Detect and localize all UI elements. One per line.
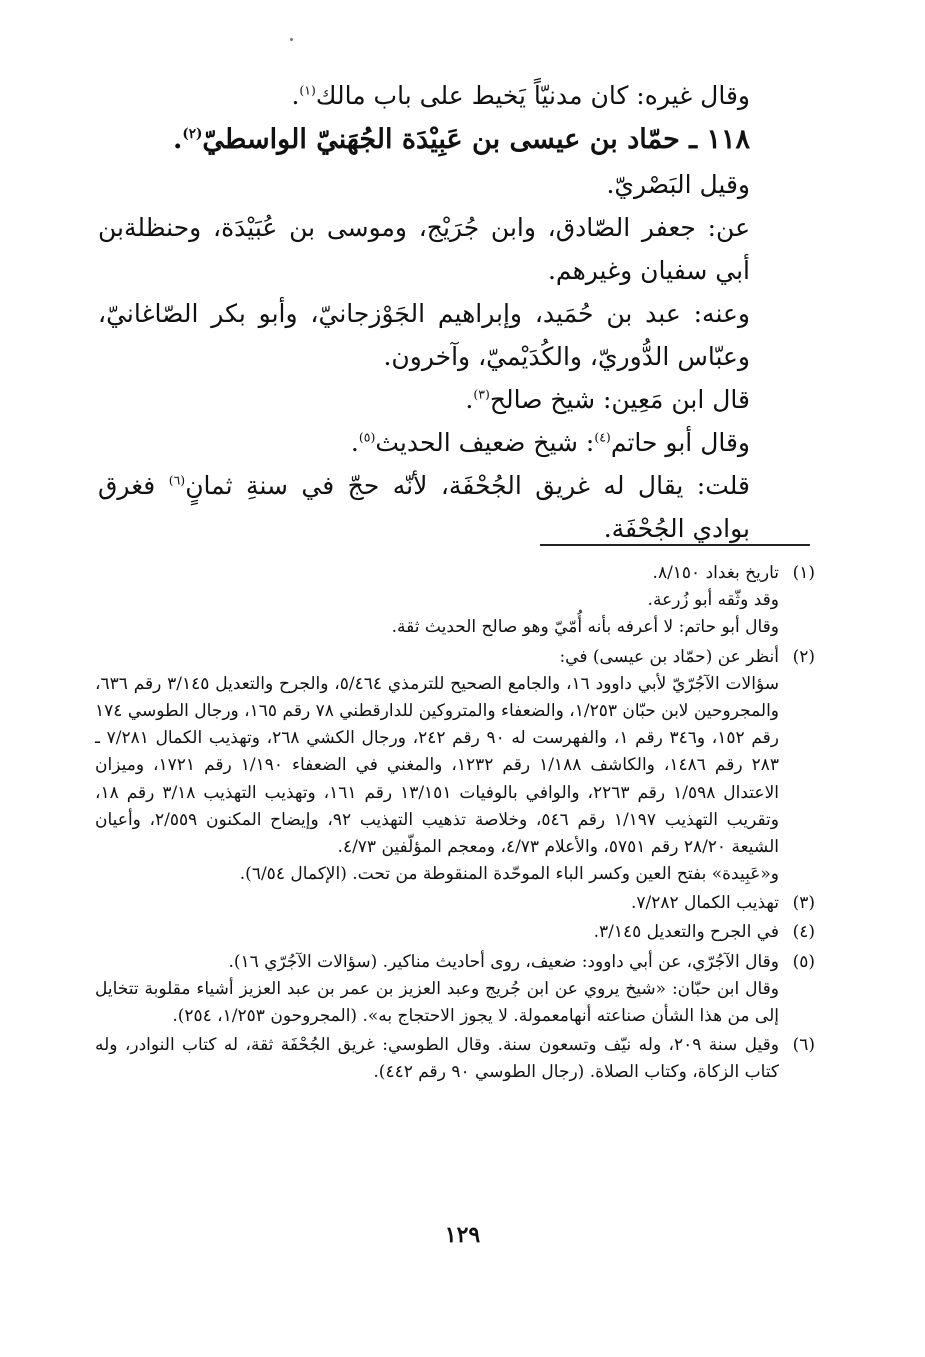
main-line: وقيل البَصْريّ. bbox=[606, 170, 750, 200]
footnote-ref[interactable]: (٦) bbox=[168, 473, 186, 489]
footnote-line: وقيل سنة ٢٠٩، وله نيّف وتسعون سنة. وقال الطوسي: غريق الجُحْفَة ثقة، له كتاب النوادر، وله كتاب الزكاة، وكتاب الصلاة. (رجال الطوسي ٩٠ رقم ٤٤٢). bbox=[95, 1035, 779, 1083]
main-text bbox=[98, 74, 808, 550]
footnote-4 bbox=[95, 919, 815, 946]
footnote-ref[interactable]: (٤) bbox=[594, 430, 611, 446]
footnote-ref[interactable]: (٥) bbox=[358, 430, 376, 446]
footnote-ref[interactable]: (١) bbox=[299, 82, 316, 98]
footnote-body bbox=[95, 890, 779, 917]
scan-speck bbox=[290, 38, 293, 41]
footnote-5 bbox=[95, 949, 815, 1031]
main-line: وقال أبو حاتم$^{(٤)}$: شيخ ضعيف الحديث$^{(٥)}$. bbox=[350, 428, 750, 458]
footnotes bbox=[95, 560, 815, 1089]
footnote-number: (٤) bbox=[792, 922, 815, 943]
entry-title: ١١٨ ـ حمّاد بن عيسى بن عَبِيْدَة الجُهَنيّ الواسطيّ$^{(٢)}$. bbox=[172, 124, 750, 155]
footnote-3 bbox=[95, 890, 815, 917]
main-line: قال ابن مَعِين: شيخ صالح$^{(٣)}$. bbox=[465, 385, 750, 415]
footnote-line: وقال الآجُرّي، عن أبي داوود: ضعيف، روى أحاديث مناكير. (سؤالات الآجُرّي ١٦). bbox=[228, 951, 779, 972]
main-line-text: : شيخ ضعيف الحديث bbox=[375, 428, 595, 458]
footnote-body bbox=[95, 919, 779, 946]
main-line-text: قلت: يقال له غريق الجُحْفَة، لأنّه حجّ في سنةِ ثمانٍ bbox=[185, 471, 750, 501]
footnote-body bbox=[95, 560, 779, 642]
footnote-line: وقد وثّقه أبو زُرعة. bbox=[647, 590, 779, 611]
footnote-body bbox=[95, 1032, 779, 1086]
footnote-2 bbox=[95, 644, 815, 889]
footnote-number: (٣) bbox=[792, 893, 815, 914]
footnote-line: وقال ابن حبّان: «شيخ يروي عن ابن جُريج وعبد العزيز بن عمر بن عبد العزيز أشياء مقلوبة تتخايل إلى من هذا الشأن صناعته أنهامعمولة. لا يجوز الاحتجاج به». (المجروحون ١/٢٥٣، ٢٥٤). bbox=[95, 978, 779, 1026]
entry-title-text: ١١٨ ـ حمّاد بن عيسى بن عَبِيْدَة الجُهَنيّ الواسطيّ bbox=[202, 124, 750, 155]
footnote-line: في الجرح والتعديل ٣/١٤٥. bbox=[593, 922, 779, 943]
footnote-body bbox=[95, 949, 779, 1031]
footnote-ref[interactable]: (٢) bbox=[182, 126, 203, 142]
main-line-text: قال ابن مَعِين: شيخ صالح bbox=[489, 385, 750, 415]
footnote-line: وقال أبو حاتم: لا أعرفه بأنه أُمّيّ وهو صالح الحديث ثقة. bbox=[391, 617, 779, 638]
footnote-line: سؤالات الآجُرّيّ لأبي داوود ١٦، والجامع الصحيح للترمذي ٥/٤٦٤، والجرح والتعديل ٣/١٤٥ رقم ٦٣٦، والمجروحين لابن حبّان ١/٢٥٣، والضعفاء والمتروكين للدارقطني ٧٨ رقم ١٦٥، ورجال الطوسي ١٧٤ رقم ١٥٢، و٣٤٦ رقم ١، والفهرست له ٩٠ رقم ٢٤٢، ورجال الكشي ٢٦٨، وتهذيب الكمال ٧/٢٨١ ـ ٢٨٣ رقم ١٤٨٦، والكاشف ١/١٨٨ رقم ١٢٣٢، والمغني في الضعفاء ١/١٩٠ رقم ١٧٢١، وميزان الاعتدال ١/٥٩٨ رقم ٢٢٦٣، والوافي بالوفيات ١٣/١٥١ رقم ١٦١، وتهذيب التهذيب ٣/١٨ رقم ١٨، وتقريب التهذيب ١/١٩٧ رقم ٥٤٦، وخلاصة تذهيب التهذيب ٩٢، وإيضاح المكنون ٢/٥٥٩، وأعيان الشيعة ٢٨/٢٠ رقم ٥٧٥١، والأعلام ٤/٧٣، ومعجم المؤلّفين ٤/٧٣. bbox=[95, 673, 780, 857]
footnote-number: (٥) bbox=[792, 951, 815, 972]
footnote-1 bbox=[95, 560, 815, 642]
footnote-line: و«عَبِيدة» بفتح العين وكسر الباء الموحّدة المنقوطة من تحت. (الإكمال ٦/٥٤). bbox=[239, 864, 779, 885]
footnote-number: (١) bbox=[792, 563, 815, 583]
footnote-line: أنظر عن (حمّاد بن عيسى) في: bbox=[559, 646, 779, 667]
footnote-ref[interactable]: (٣) bbox=[473, 387, 490, 403]
main-line: وعنه: عبد بن حُمَيد، وإبراهيم الجَوْزجانيّ، وأبو بكر الصّاغانيّ، وعبّاس الدُّوريّ، والكُدَيْميّ، وآخرون. bbox=[98, 299, 750, 372]
footnote-number: (٦) bbox=[792, 1035, 815, 1056]
footnote-6 bbox=[95, 1032, 815, 1086]
main-line bbox=[98, 464, 808, 550]
main-line-text: فغرق بوادي الجُحْفَة. bbox=[98, 471, 750, 544]
main-line: عن: جعفر الصّادق، وابن جُرَيْج، وموسى بن عُبَيْدَة، وحنظلةبن أبي سفيان وغيرهم. bbox=[98, 213, 750, 286]
footnote-line: تاريخ بغداد ٨/١٥٠. bbox=[652, 563, 779, 583]
footnote-number: (٢) bbox=[792, 646, 815, 667]
page-number: ١٢٩ bbox=[444, 1222, 481, 1248]
main-line-text: وقال غيره: كان مدنيّاً يَخيط على باب مالك bbox=[315, 81, 750, 110]
main-line: وقال غيره: كان مدنيّاً يَخيط على باب مالك$^{(١)}$. bbox=[291, 81, 750, 110]
footnote-body bbox=[95, 644, 779, 889]
main-line-text: وقال أبو حاتم bbox=[610, 428, 750, 458]
footnote-separator bbox=[540, 544, 810, 546]
footnote-line: تهذيب الكمال ٧/٢٨٢. bbox=[630, 893, 779, 914]
